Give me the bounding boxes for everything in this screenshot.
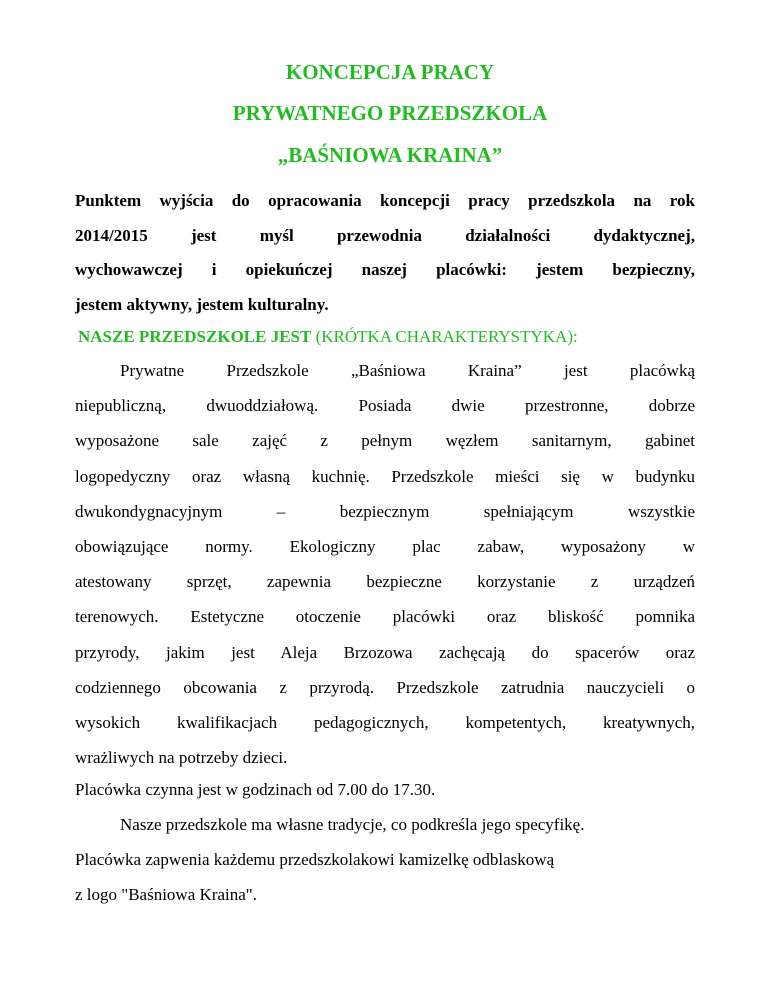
description-line: wrażliwych na potrzeby dzieci. bbox=[75, 748, 288, 768]
opening-hours: Placówka czynna jest w godzinach od 7.00 do 17.30. bbox=[75, 780, 436, 800]
intro-line: Punktem wyjścia do opracowania koncepcji pracy przedszkola na rok bbox=[75, 191, 695, 210]
description-line: obowiązujące normy. Ekologiczny plac zabaw, wyposażony w bbox=[75, 537, 695, 557]
description-line: niepubliczną, dwuoddziałową. Posiada dwie przestronne, dobrze bbox=[75, 396, 695, 416]
description-paragraph bbox=[75, 353, 695, 775]
description-line: atestowany sprzęt, zapewnia bezpieczne korzystanie z urządzeń bbox=[75, 572, 695, 592]
description-line: logopedyczny oraz własną kuchnię. Przedszkole mieści się w budynku bbox=[75, 466, 695, 486]
description-line: przyrody, jakim jest Aleja Brzozowa zachęcają do spacerów oraz bbox=[75, 642, 695, 662]
description-line: Prywatne Przedszkole „Baśniowa Kraina” jest placówką bbox=[120, 361, 695, 380]
description-line: terenowych. Estetyczne otoczenie placówki oraz bliskość pomnika bbox=[75, 607, 695, 627]
traditions-line: z logo "Baśniowa Kraina". bbox=[75, 885, 257, 905]
description-line: codziennego obcowania z przyrodą. Przedszkole zatrudnia nauczycieli o bbox=[75, 677, 695, 697]
section-heading bbox=[75, 322, 695, 352]
title-line-3: „BAŚNIOWA KRAINA” bbox=[277, 143, 503, 167]
intro-paragraph bbox=[75, 184, 695, 322]
description-line: dwukondygnacyjnym – bezpiecznym spełniającym wszystkie bbox=[75, 501, 695, 521]
traditions-line: Nasze przedszkole ma własne tradycje, co podkreśla jego specyfikę. bbox=[120, 815, 585, 835]
title-line-1: KONCEPCJA PRACY bbox=[285, 60, 495, 84]
section-heading-regular: (KRÓTKA CHARAKTERYSTYKA): bbox=[311, 327, 578, 346]
title-line-2: PRYWATNEGO PRZEDSZKOLA bbox=[232, 101, 548, 125]
intro-line: 2014/2015 jest myśl przewodnia działalności dydaktycznej, bbox=[75, 225, 695, 245]
intro-line: wychowawczej i opiekuńczej naszej placówki: jestem bezpieczny, bbox=[75, 260, 695, 279]
traditions-paragraph bbox=[75, 807, 695, 912]
document-page bbox=[75, 62, 695, 912]
traditions-line: Placówka zapwenia każdemu przedszkolakowi kamizelkę odblaskową bbox=[75, 850, 555, 870]
description-line: wyposażone sale zajęć z pełnym węzłem sanitarnym, gabinet bbox=[75, 431, 695, 451]
description-line: wysokich kwalifikacjach pedagogicznych, kompetentych, kreatywnych, bbox=[75, 713, 695, 733]
intro-line: jestem aktywny, jestem kulturalny. bbox=[75, 294, 329, 314]
section-heading-bold: NASZE PRZEDSZKOLE JEST bbox=[78, 327, 312, 346]
